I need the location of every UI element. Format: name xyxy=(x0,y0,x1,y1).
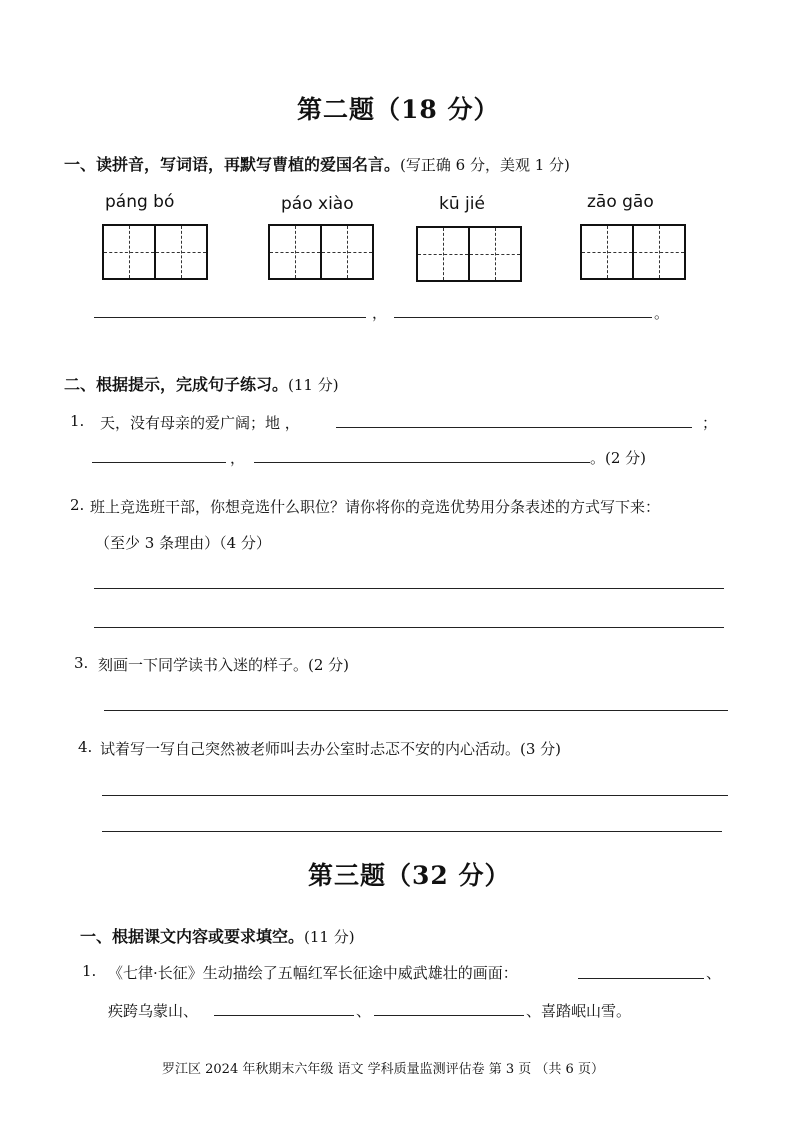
grid-cell[interactable] xyxy=(632,226,684,278)
question-3-answer-line[interactable] xyxy=(104,710,728,711)
question-1-score: 。(2 分) xyxy=(590,449,647,467)
grid-cell[interactable] xyxy=(104,226,154,278)
question-4-answer-line-1[interactable] xyxy=(102,795,728,796)
question-4-number: 4. xyxy=(78,738,93,756)
question-1-answer-line-3[interactable] xyxy=(254,462,590,463)
section-3-part-1-heading xyxy=(80,924,355,947)
s3-question-1-separator-1: 、 xyxy=(706,964,722,982)
question-3-text: 刻画一下同学读书入迷的样子。(2 分) xyxy=(98,656,350,674)
question-2-requirement: （至少 3 条理由）（4 分） xyxy=(95,534,271,552)
page-footer: 罗江区 2024 年秋期末六年级 语文 学科质量监测评估卷 第 3 页 （共 6 页） xyxy=(162,1062,604,1077)
question-2-text: 班上竞选班干部，你想竞选什么职位？请你将你的竞选优势用分条表述的方式写下来： xyxy=(90,498,661,516)
writing-grid-2[interactable] xyxy=(268,224,374,280)
question-1-semicolon: ； xyxy=(702,414,718,432)
question-2-number: 2. xyxy=(70,496,85,514)
pinyin-label-2: páo xiào xyxy=(281,194,354,214)
grid-cell[interactable] xyxy=(154,226,206,278)
s3-question-1-line-2-end: 、喜踏岷山雪。 xyxy=(526,1002,632,1020)
part-2-heading-text: 二、根据提示，完成句子练习。 xyxy=(64,375,289,394)
writing-grid-3[interactable] xyxy=(416,226,522,282)
s3-question-1-number: 1. xyxy=(82,962,97,980)
s3-question-1-separator-2: 、 xyxy=(356,1002,372,1020)
question-1-text: 天，没有母亲的爱广阔；地 ， xyxy=(100,414,300,432)
quote-answer-line-1[interactable] xyxy=(94,317,366,318)
grid-cell[interactable] xyxy=(418,228,468,280)
s3-question-1-blank-2[interactable] xyxy=(214,1015,354,1016)
pinyin-label-4: zāo gāo xyxy=(587,192,654,212)
section-3-title: 第三题（32 分） xyxy=(308,861,511,890)
part-2-score-note: (11 分) xyxy=(288,376,339,394)
question-2-answer-line-2[interactable] xyxy=(94,627,724,628)
question-1-answer-line-2[interactable] xyxy=(92,462,226,463)
grid-cell[interactable] xyxy=(582,226,632,278)
question-2-answer-line-1[interactable] xyxy=(94,588,724,589)
grid-cell[interactable] xyxy=(270,226,320,278)
pinyin-label-1: páng bó xyxy=(105,192,175,212)
section-3-part-1-score-note: (11 分) xyxy=(304,928,355,946)
section-2-title: 第二题（18 分） xyxy=(297,95,500,124)
s3-question-1-blank-3[interactable] xyxy=(374,1015,524,1016)
question-1-comma: ， xyxy=(230,449,246,467)
part-2-heading xyxy=(64,372,339,395)
part-1-score-note: (写正确 6 分，美观 1 分) xyxy=(400,156,570,174)
question-4-text: 试着写一写自己突然被老师叫去办公室时忐忑不安的内心活动。(3 分) xyxy=(100,740,562,758)
quote-comma: ， xyxy=(372,304,388,322)
writing-grid-1[interactable] xyxy=(102,224,208,280)
quote-answer-line-2[interactable] xyxy=(394,317,652,318)
pinyin-label-3: kū jié xyxy=(439,194,485,214)
s3-question-1-blank-1[interactable] xyxy=(578,978,704,979)
question-1-number: 1. xyxy=(70,412,85,430)
grid-cell[interactable] xyxy=(320,226,372,278)
s3-question-1-text: 《七律·长征》生动描绘了五幅红军长征途中威武雄壮的画面： xyxy=(108,964,518,982)
part-1-heading xyxy=(64,152,570,175)
question-3-number: 3. xyxy=(74,654,89,672)
part-1-heading-text: 一、读拼音，写词语，再默写曹植的爱国名言。 xyxy=(64,155,401,174)
quote-period: 。 xyxy=(654,304,670,322)
question-1-answer-line-1[interactable] xyxy=(336,427,692,428)
question-4-answer-line-2[interactable] xyxy=(102,831,722,832)
s3-question-1-line-2-start: 疾跨乌蒙山、 xyxy=(108,1002,199,1020)
grid-cell[interactable] xyxy=(468,228,520,280)
writing-grid-4[interactable] xyxy=(580,224,686,280)
section-3-part-1-heading-text: 一、根据课文内容或要求填空。 xyxy=(80,927,305,946)
